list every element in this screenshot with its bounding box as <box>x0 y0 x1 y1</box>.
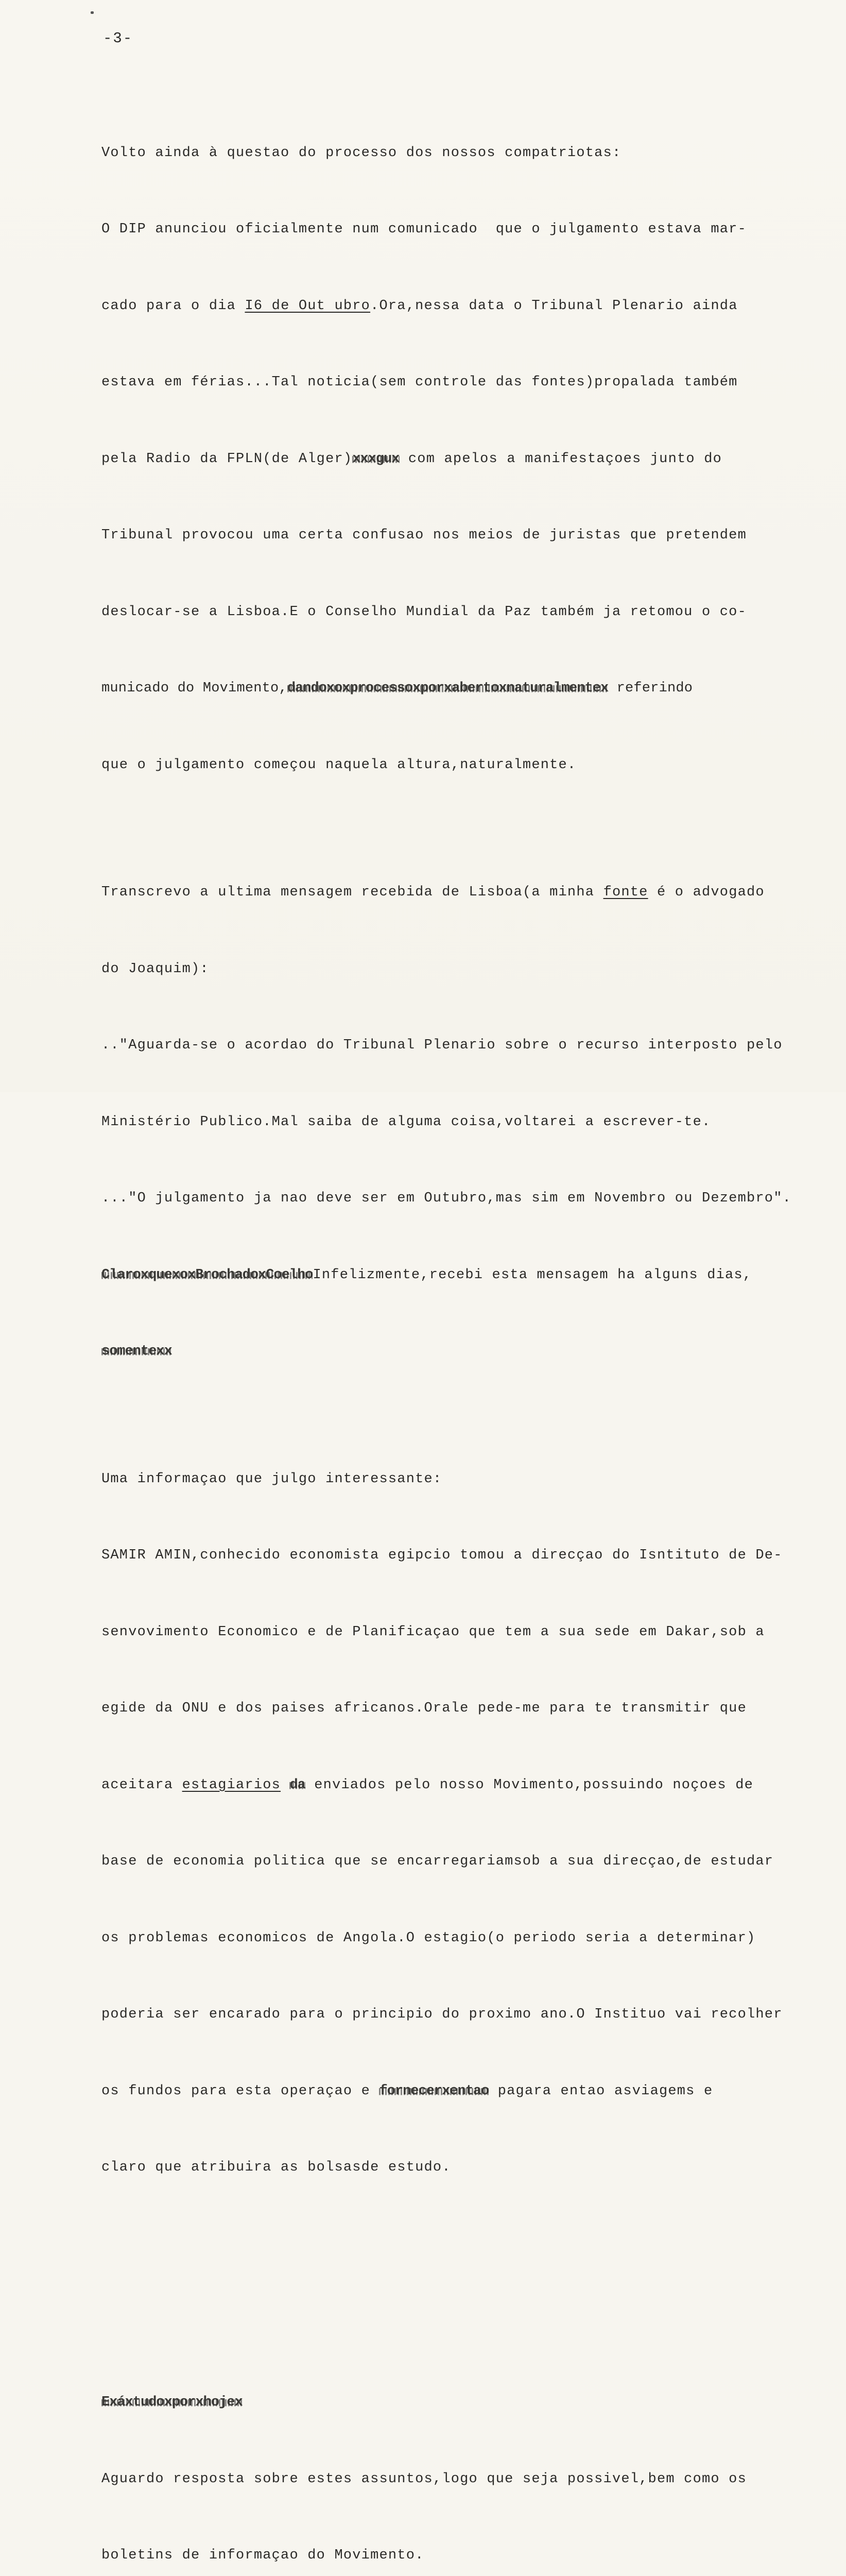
text-line: .."Aguarda-se o acordao do Tribunal Plenario sobre o recurso interposto pelo <box>101 1038 783 1053</box>
text-line: aceitara estagiarios da enviados pelo nosso Movimento,possuindo noçoes de <box>101 1777 754 1793</box>
text-line: Aguardo resposta sobre estes assuntos,logo que seja possivel,bem como os <box>101 2471 747 2487</box>
text-line: SAMIR AMIN,conhecido economista egipcio tomou a direcçao do Isntituto de De- <box>101 1548 783 1563</box>
ink-mark <box>91 11 94 14</box>
text-line: claro que atribuira as bolsasde estudo. <box>101 2160 451 2175</box>
page-number: -3- <box>103 30 133 47</box>
underlined-word: fonte <box>603 885 648 900</box>
text-line: do Joaquim): <box>101 961 209 977</box>
text-line: poderia ser encarado para o principio do proximo ano.O Instituo vai recolher <box>101 2007 783 2022</box>
text-line: Volto ainda à questao do processo dos nossos compatriotas: <box>101 145 621 161</box>
text-line: cado para o dia I6 de Out ubro.Ora,nessa data o Tribunal Plenario ainda <box>101 298 738 314</box>
text-line: municado do Movimento,dandoxoxprocessoxporxabertoxnaturalmentex referindo <box>101 681 693 696</box>
text-line: base de economia politica que se encarregariamsob a sua direcçao,de estudar <box>101 1854 774 1869</box>
struck-text: somentexx <box>101 1344 172 1359</box>
text-line: os fundos para esta operaçao e fornecerxentao pagara entao asviagems e <box>101 2083 713 2099</box>
text-line <box>101 2390 833 2416</box>
underlined-word: estagiarios <box>182 1777 281 1793</box>
paragraph-gap <box>101 2257 833 2288</box>
text-line: egide da ONU e dos paises africanos.Orale pede-me para te transmitir que <box>101 1701 747 1716</box>
text-line: deslocar-se a Lisboa.E o Conselho Mundial da Paz também ja retomou o co- <box>101 604 747 620</box>
text-line: os problemas economicos de Angola.O estagio(o periodo seria a determinar) <box>101 1930 756 1946</box>
text-line: O DIP anunciou oficialmente num comunicado que o julgamento estava mar- <box>101 222 747 237</box>
text-line: Transcrevo a ultima mensagem recebida de Lisboa(a minha fonte é o advogado <box>101 885 765 900</box>
struck-text: Exáxtudoxporxhojex <box>101 2395 243 2410</box>
text-line: que o julgamento começou naquela altura,naturalmente. <box>101 757 577 773</box>
struck-text: da <box>289 1777 305 1793</box>
text-line: boletins de informaçao do Movimento. <box>101 2548 424 2563</box>
text-line: estava em férias...Tal noticia(sem controle das fontes)propalada também <box>101 375 738 390</box>
letter-body <box>101 64 833 2576</box>
text-line: Tribunal provocou uma certa confusao nos meios de juristas que pretendem <box>101 528 747 543</box>
text-line: Ministério Publico.Mal saiba de alguma coisa,voltarei a escrever-te. <box>101 1114 711 1130</box>
text-line: pela Radio da FPLN(de Alger)xxxgux com apelos a manifestaçoes junto do <box>101 451 722 467</box>
struck-text: ClaroxquexoxBrochadoxCoelho <box>101 1267 313 1283</box>
text-line: Uma informaçao que julgo interessante: <box>101 1471 442 1487</box>
text-line: senvovimento Economico e de Planificaçao que tem a sua sede em Dakar,sob a <box>101 1624 765 1640</box>
text-line: ClaroxquexoxBrochadoxCoelhoInfelizmente,recebi esta mensagem ha alguns dias, <box>101 1267 752 1283</box>
struck-text: fornecerxentao <box>379 2083 489 2099</box>
struck-text: dandoxoxprocessoxporxabertoxnaturalmentex <box>287 681 609 696</box>
underlined-date: I6 de Out ubro <box>245 298 371 314</box>
text-line <box>101 1339 833 1365</box>
text-line: ..."O julgamento ja nao deve ser em Outubro,mas sim em Novembro ou Dezembro". <box>101 1191 792 1206</box>
struck-text: xxxgux <box>352 451 400 467</box>
